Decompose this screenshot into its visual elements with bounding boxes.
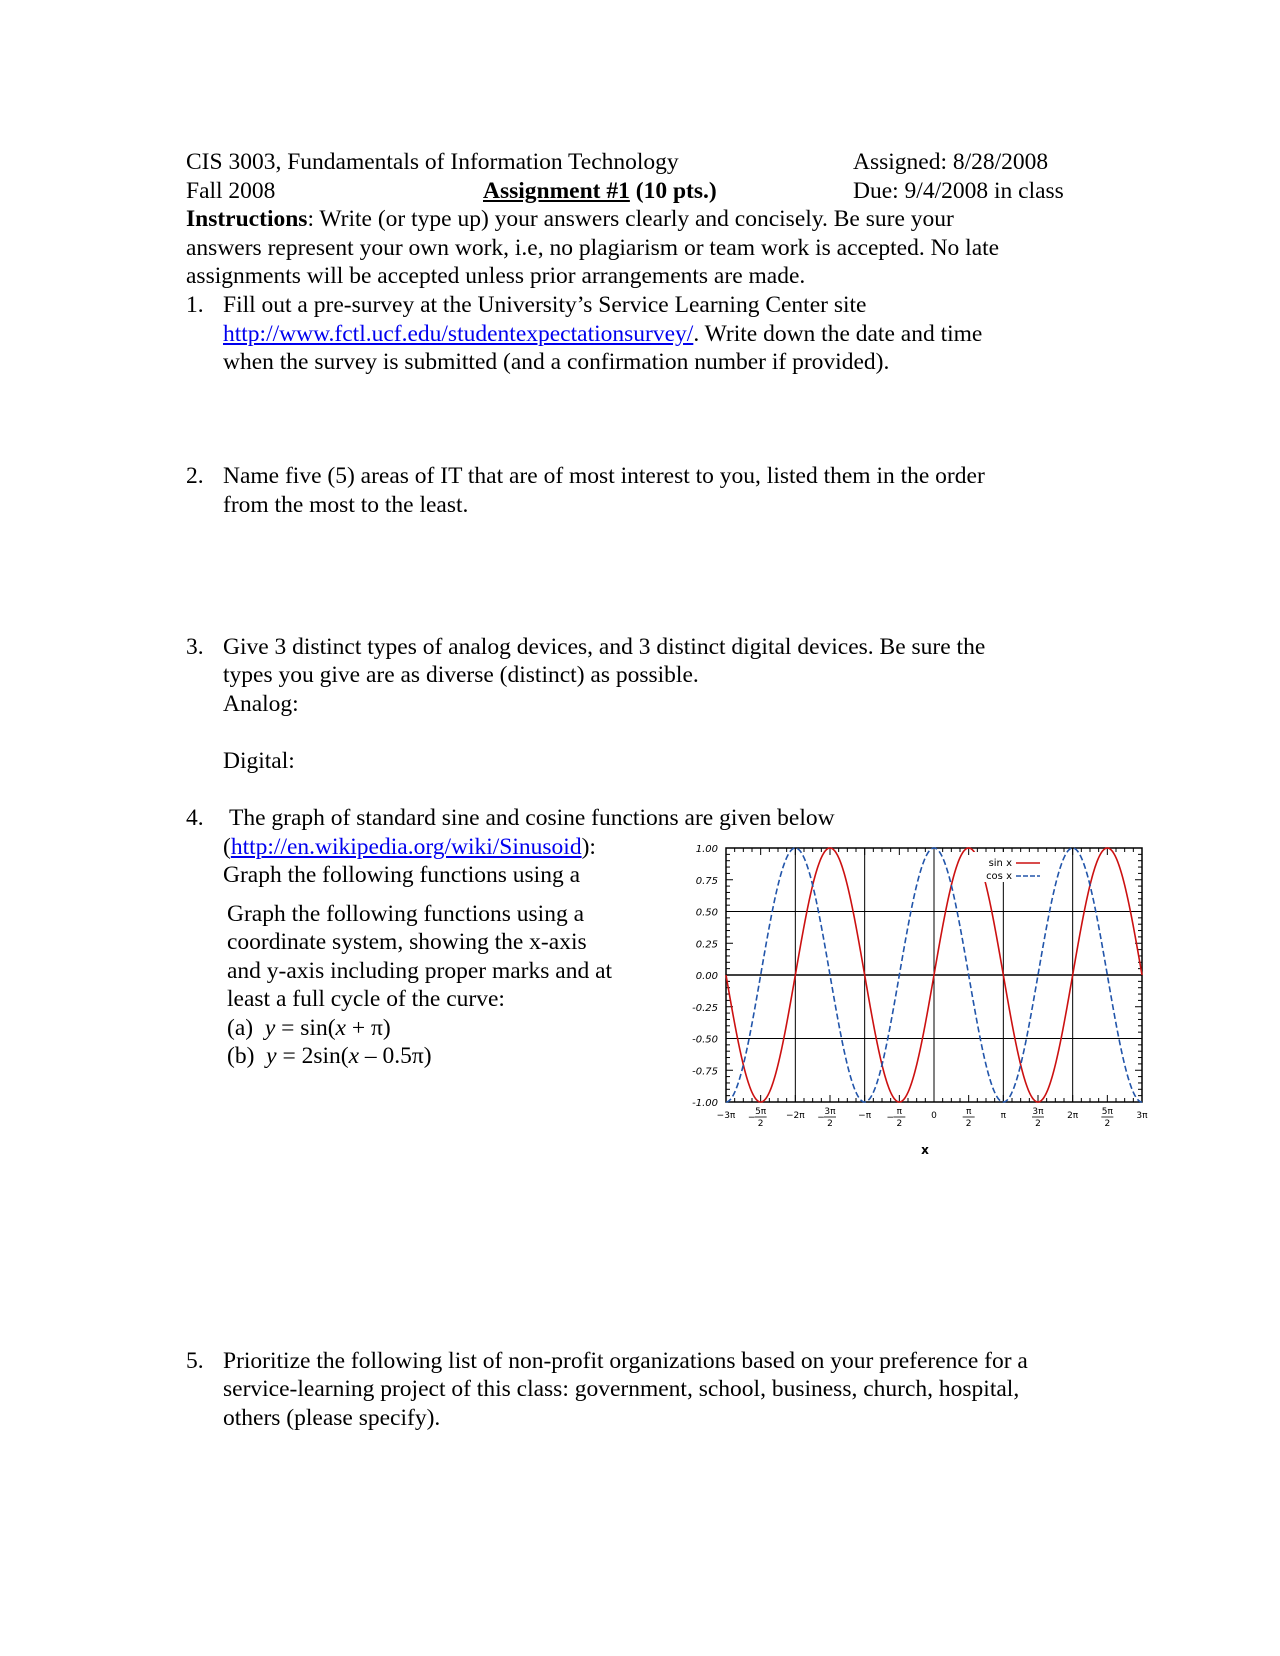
assigned-date: Assigned: 8/28/2008 bbox=[853, 149, 1049, 175]
q1-line-2 bbox=[223, 320, 982, 348]
x-tick-numerator: 5π bbox=[755, 1107, 767, 1117]
q5-line-3: others (please specify). bbox=[223, 1405, 441, 1431]
instructions-line-3: assignments will be accepted unless prior arrangements are made. bbox=[186, 263, 806, 289]
q4-para-4: least a full cycle of the curve: bbox=[227, 986, 505, 1012]
y-tick-label: 0.75 bbox=[695, 875, 718, 887]
y-tick-label: 0.50 bbox=[695, 907, 718, 919]
x-tick-numerator: 5π bbox=[1101, 1107, 1113, 1117]
q4-a-x: x bbox=[335, 1015, 346, 1041]
x-tick-minus: − bbox=[747, 1113, 756, 1123]
survey-link[interactable]: http://www.fctl.ucf.edu/studentexpectationsurvey/ bbox=[223, 321, 694, 347]
q4-b-rest: – 0.5π) bbox=[359, 1043, 432, 1069]
x-tick-numerator: 3π bbox=[1032, 1107, 1044, 1117]
instructions-label: Instructions bbox=[186, 206, 308, 232]
x-tick-denominator: 2 bbox=[827, 1119, 833, 1129]
y-tick-label: -0.25 bbox=[692, 1002, 718, 1014]
q4-a-var: y bbox=[264, 1015, 276, 1041]
chart-x-axis-label: x bbox=[921, 1143, 929, 1157]
x-tick-denominator: 2 bbox=[896, 1119, 903, 1129]
q2-line-2: from the most to the least. bbox=[223, 492, 469, 518]
q1-line-1: Fill out a pre-survey at the University’s Service Learning Center site bbox=[223, 292, 867, 318]
x-tick-label: −3π bbox=[716, 1111, 736, 1121]
instructions-line-1 bbox=[186, 205, 954, 233]
x-tick-minus: − bbox=[817, 1113, 825, 1123]
q3-number: 3. bbox=[186, 634, 204, 660]
y-tick-label: -0.75 bbox=[692, 1066, 718, 1078]
q5-number: 5. bbox=[186, 1348, 204, 1374]
assignment-title: Assignment #1 bbox=[483, 178, 630, 204]
x-tick-numerator: 3π bbox=[824, 1107, 836, 1117]
y-tick-label: 0.25 bbox=[695, 939, 718, 951]
q4-paren-close: ): bbox=[581, 834, 596, 860]
q1-number: 1. bbox=[186, 292, 204, 318]
q4-a-label: (a) bbox=[227, 1015, 254, 1041]
q4-item-b bbox=[227, 1042, 432, 1070]
x-tick-denominator: 2 bbox=[1104, 1119, 1111, 1129]
q1-line-2-text: . Write down the date and time bbox=[693, 321, 983, 347]
q1-line-3: when the survey is submitted (and a confirmation number if provided). bbox=[223, 349, 890, 375]
q4-line-2 bbox=[223, 833, 596, 861]
q2-line-1: Name five (5) areas of IT that are of most interest to you, listed them in the order bbox=[223, 463, 985, 489]
x-tick-denominator: 2 bbox=[757, 1119, 764, 1129]
x-tick-label bbox=[887, 1107, 906, 1129]
chart-legend bbox=[972, 852, 1044, 882]
assignment-points: (10 pts.) bbox=[629, 178, 717, 204]
x-tick-numerator: π bbox=[965, 1107, 972, 1117]
x-tick-label: −2π bbox=[785, 1111, 805, 1121]
q4-a-rest: + π) bbox=[345, 1015, 391, 1041]
term: Fall 2008 bbox=[186, 178, 276, 204]
analog-label: Analog: bbox=[223, 691, 299, 717]
x-tick-label bbox=[963, 1107, 975, 1129]
x-tick-label bbox=[748, 1107, 767, 1129]
chart-y-ticks bbox=[692, 844, 718, 1109]
q5-line-2: service-learning project of this class: government, school, business, church, hospital, bbox=[223, 1376, 1020, 1402]
x-tick-label: 2π bbox=[1067, 1111, 1079, 1121]
q2-number: 2. bbox=[186, 463, 204, 489]
q4-line-1: The graph of standard sine and cosine functions are given below bbox=[229, 805, 835, 831]
sine-cosine-chart bbox=[680, 840, 1150, 1160]
y-tick-label: 0.00 bbox=[695, 971, 718, 982]
assignment-heading bbox=[483, 177, 717, 205]
q4-b-var: y bbox=[266, 1043, 277, 1069]
y-tick-label: 1.00 bbox=[695, 844, 718, 855]
q4-para-2: coordinate system, showing the x-axis bbox=[227, 929, 587, 955]
wikipedia-link[interactable]: http://en.wikipedia.org/wiki/Sinusoid bbox=[230, 834, 582, 860]
legend-label: cos x bbox=[986, 871, 1012, 882]
q4-a-eq: = sin( bbox=[275, 1015, 336, 1041]
x-tick-label bbox=[1101, 1107, 1113, 1129]
chart-x-ticks bbox=[717, 1107, 1148, 1129]
q4-number: 4. bbox=[186, 805, 204, 831]
q4-b-x: x bbox=[348, 1043, 360, 1069]
q4-item-a bbox=[227, 1014, 391, 1042]
x-tick-numerator: π bbox=[896, 1107, 903, 1117]
digital-label: Digital: bbox=[223, 748, 295, 774]
x-tick-minus: − bbox=[886, 1113, 895, 1123]
q5-line-1: Prioritize the following list of non-profit organizations based on your preference for a bbox=[223, 1348, 1028, 1374]
legend-label: sin x bbox=[988, 858, 1012, 869]
y-tick-label: -1.00 bbox=[692, 1098, 718, 1109]
x-tick-label: π bbox=[1000, 1111, 1007, 1121]
q4-b-eq: = 2sin( bbox=[276, 1043, 349, 1069]
x-tick-label: −π bbox=[858, 1111, 872, 1121]
x-tick-label: 3π bbox=[1136, 1111, 1148, 1121]
q4-b-label: (b) bbox=[227, 1043, 255, 1069]
q3-line-1: Give 3 distinct types of analog devices, and 3 distinct digital devices. Be sure the bbox=[223, 634, 986, 660]
instructions-text-1: : Write (or type up) your answers clearly and concisely. Be sure your bbox=[307, 206, 954, 232]
x-tick-label bbox=[1032, 1107, 1044, 1129]
q4-paren-open: ( bbox=[223, 834, 231, 860]
x-tick-label bbox=[817, 1107, 836, 1129]
q3-line-2: types you give are as diverse (distinct) as possible. bbox=[223, 662, 699, 688]
y-tick-label: -0.50 bbox=[692, 1034, 718, 1046]
instructions-line-2: answers represent your own work, i.e, no plagiarism or team work is accepted. No late bbox=[186, 235, 1000, 261]
course-title: CIS 3003, Fundamentals of Information Technology bbox=[186, 149, 679, 175]
q4-line-3: Graph the following functions using a bbox=[223, 862, 581, 888]
x-tick-denominator: 2 bbox=[1035, 1119, 1041, 1129]
q4-para-3: and y-axis including proper marks and at bbox=[227, 958, 613, 984]
x-tick-denominator: 2 bbox=[965, 1119, 972, 1129]
q4-para-1: Graph the following functions using a bbox=[227, 901, 585, 927]
x-tick-label: 0 bbox=[931, 1111, 937, 1121]
due-date: Due: 9/4/2008 in class bbox=[853, 178, 1064, 204]
